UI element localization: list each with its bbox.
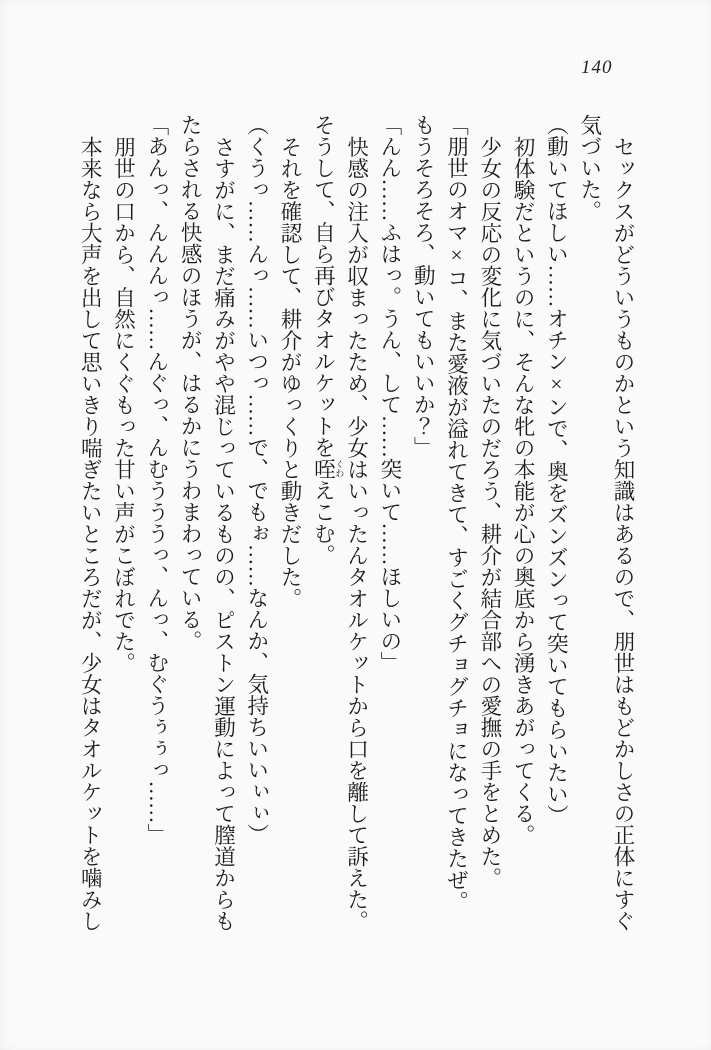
paragraph: 本来なら大声を出して思いきり喘ぎたいところだが、少女はタオルケットを噛みし	[78, 135, 103, 931]
paragraph: （くうっ……んっ……いつっ……で、でもぉ……なんか、気持ちいいぃぃ）	[244, 114, 269, 845]
ruby-annotation: 咥 くわ	[311, 458, 345, 480]
paragraph: それを確認して、耕介がゆっくりと動きだした。	[278, 135, 303, 609]
vertical-text-block	[72, 114, 639, 931]
paragraph: 「んん……ふはっ。うん、して……突いて……ほしいの」	[377, 114, 402, 673]
paragraph: セックスがどういうものかという知識はあるので、朋世はもどかしさの正体にすぐ気づいた。	[577, 114, 635, 931]
paragraph: 「朋世のオマ×コ、また愛液が溢れてきて、すごくグチョグチョになってきたぜ。もうそろそろ、動いてもいいか？」	[411, 114, 469, 912]
paragraph: 初体験だというのに、そんな牝の本能が心の奥底から湧きあがってくる。	[511, 135, 536, 845]
paragraph: （動いてほしい……オチン×ンで、奥をズンズンって突いてもらいたい）	[544, 114, 569, 826]
page-number: 140	[581, 57, 613, 78]
paragraph: 「あんっ、んんんっ……んぐっ、んむうううっ、んっ、むぐうぅぅっ……」	[144, 114, 169, 845]
paragraph: 朋世の口から、自然にくぐもった甘い声がこぼれでた。	[111, 135, 136, 673]
paragraph: さすがに、まだ痛みがやや混じっているものの、ピストン運動によって膣道からもたらされる快感のほうが、はるかにうわまわっている。	[178, 114, 236, 931]
paragraph: 少女の反応の変化に気づいたのだろう、耕介が結合部への愛撫の手をとめた。	[477, 135, 502, 888]
paragraph: 快感の注入が収まったため、少女はいったんタオルケットから口を離して訴えた。そうして、自ら再びタオルケットを咥 くわえこむ。	[311, 114, 369, 931]
